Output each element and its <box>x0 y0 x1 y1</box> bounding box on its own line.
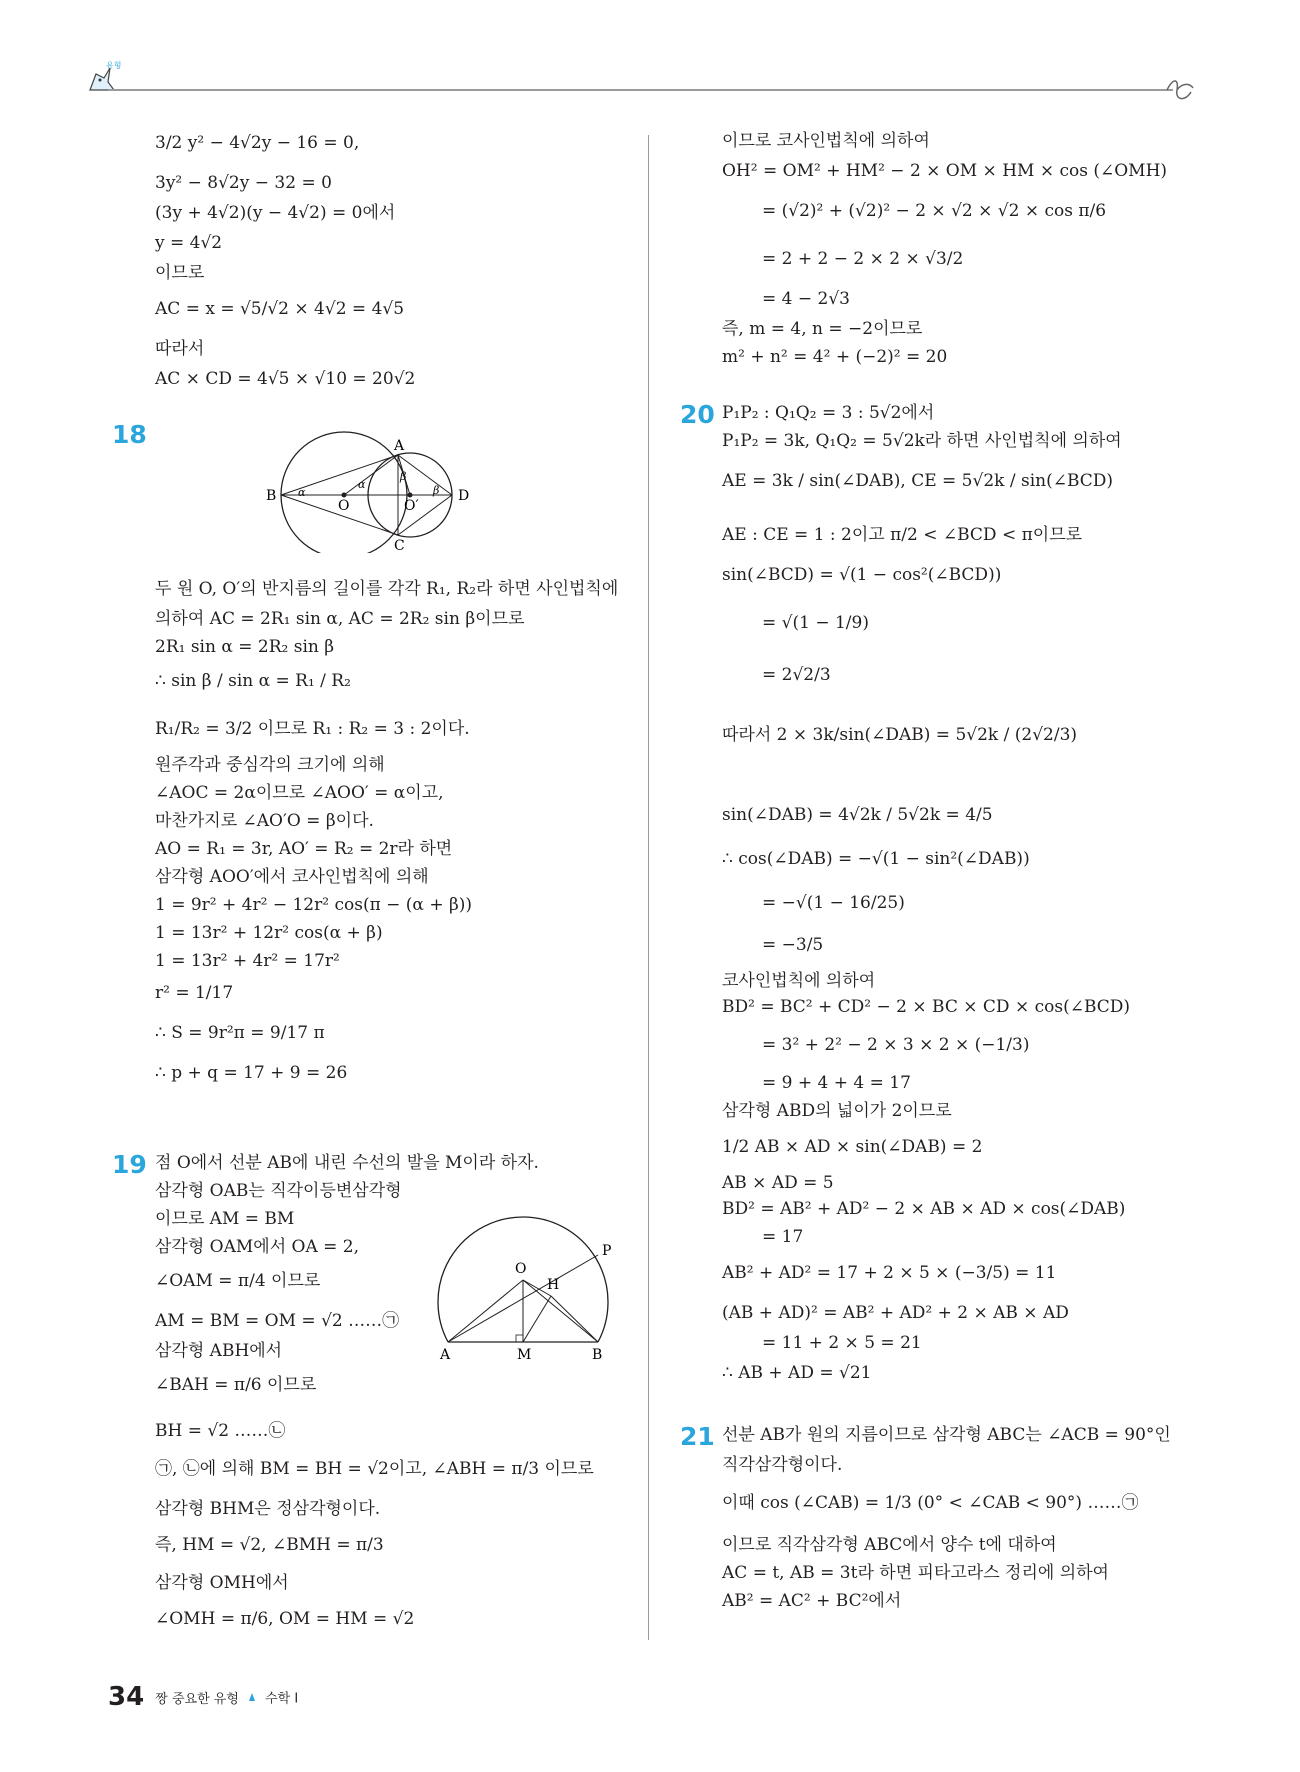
q19-cont-line: 이므로 코사인법칙에 의하여 <box>722 131 930 151</box>
q20-line: = √(1 − 1/9) <box>762 613 869 633</box>
q19-line: 삼각형 BHM은 정삼각형이다. <box>155 1499 381 1519</box>
q20-line: AE = 3k / sin(∠DAB), CE = 5√2k / sin(∠BCD) <box>722 471 1114 491</box>
fig19-label-B: B <box>592 1347 603 1360</box>
fig18-label-alpha: α <box>358 478 366 491</box>
q18-line: 마찬가지로 ∠AO′O = β이다. <box>155 811 374 831</box>
q19-cont-line: = 4 − 2√3 <box>762 289 850 309</box>
q18-line: 1 = 13r² + 12r² cos(α + β) <box>155 923 383 943</box>
q20-line: BD² = BC² + CD² − 2 × BC × CD × cos(∠BCD) <box>722 997 1131 1017</box>
q18-line: ∠AOC = 2α이므로 ∠AOO′ = α이고, <box>155 783 444 803</box>
q19-line: 삼각형 OAM에서 OA = 2, <box>155 1237 360 1257</box>
intro-line: 이므로 <box>155 263 205 283</box>
q19-line: ㉠, ㉡에 의해 BM = BH = √2이고, ∠ABH = π/3 이므로 <box>155 1459 594 1479</box>
q20-line: = 17 <box>762 1227 804 1247</box>
q19-line: 이므로 AM = BM <box>155 1209 295 1229</box>
q20-line: = −3/5 <box>762 935 824 955</box>
q18-line: 2R₁ sin α = 2R₂ sin β <box>155 637 335 657</box>
q21-line: AB² = AC² + BC²에서 <box>722 1591 902 1611</box>
q19-line: 삼각형 OMH에서 <box>155 1573 289 1593</box>
q19-line: ∠BAH = π/6 이므로 <box>155 1375 317 1395</box>
q21-line: 직각삼각형이다. <box>722 1455 843 1475</box>
intro-line: 3/2 y² − 4√2y − 16 = 0, <box>155 133 360 153</box>
q20-line: 따라서 2 × 3k/sin(∠DAB) = 5√2k / (2√2/3) <box>722 725 1078 745</box>
ribbon-icon <box>1165 78 1195 106</box>
fig19-label-M: M <box>517 1347 532 1360</box>
q19-line: AM = BM = OM = √2 ……㉠ <box>155 1311 400 1331</box>
fig18-label-beta: β <box>400 470 407 483</box>
q20-line: AB × AD = 5 <box>722 1173 834 1193</box>
q19-cont-line: 즉, m = 4, n = −2이므로 <box>722 319 923 339</box>
intro-line: (3y + 4√2)(y − 4√2) = 0에서 <box>155 203 396 223</box>
intro-line: AC × CD = 4√5 × √10 = 20√2 <box>155 369 416 389</box>
q20-line: = 2√2/3 <box>762 665 831 685</box>
q19-line: 삼각형 ABH에서 <box>155 1341 283 1361</box>
question-number-19: 19 <box>112 1150 147 1179</box>
q19-line: 즉, HM = √2, ∠BMH = π/3 <box>155 1535 384 1555</box>
fig18-label-O: O <box>338 498 350 514</box>
q19-cont-line: OH² = OM² + HM² − 2 × OM × HM × cos (∠OMH) <box>722 161 1168 181</box>
question-number-18: 18 <box>112 420 147 449</box>
fig18-label-B: B <box>266 488 277 504</box>
q18-line: AO = R₁ = 3r, AO′ = R₂ = 2r라 하면 <box>155 839 453 859</box>
q20-line: = 11 + 2 × 5 = 21 <box>762 1333 922 1353</box>
subject-label: 수학 I <box>265 1691 299 1707</box>
fig18-label-beta: β <box>433 484 440 497</box>
intro-line: 3y² − 8√2y − 32 = 0 <box>155 173 332 193</box>
q18-line: ∴ S = 9r²π = 9/17 π <box>155 1023 325 1043</box>
q20-line: ∴ AB + AD = √21 <box>722 1363 872 1383</box>
q18-line: ∴ sin β / sin α = R₁ / R₂ <box>155 671 351 691</box>
q20-line: 삼각형 ABD의 넓이가 2이므로 <box>722 1101 952 1121</box>
q20-line: P₁P₂ : Q₁Q₂ = 3 : 5√2에서 <box>722 403 935 423</box>
question-number-21: 21 <box>680 1422 715 1451</box>
q19-line: ∠OAM = π/4 이므로 <box>155 1271 321 1291</box>
q18-line: R₁/R₂ = 3/2 이므로 R₁ : R₂ = 3 : 2이다. <box>155 719 470 739</box>
header-logo <box>82 60 122 100</box>
column-divider <box>648 135 649 1640</box>
q19-line: BH = √2 ……㉡ <box>155 1421 286 1441</box>
q20-line: = 3² + 2² − 2 × 3 × 2 × (−1/3) <box>762 1035 1030 1055</box>
book-title: 짱 중요한 유형 <box>155 1691 239 1707</box>
q21-line: 이므로 직각삼각형 ABC에서 양수 t에 대하여 <box>722 1535 1057 1555</box>
q21-line: AC = t, AB = 3t라 하면 피타고라스 정리에 의하여 <box>722 1563 1109 1583</box>
q20-line: = −√(1 − 16/25) <box>762 893 905 913</box>
q19-cont-line: m² + n² = 4² + (−2)² = 20 <box>722 347 948 367</box>
q18-line: 삼각형 AOO′에서 코사인법칙에 의해 <box>155 867 429 887</box>
leaf-icon <box>248 1692 256 1702</box>
q20-line: 코사인법칙에 의하여 <box>722 971 876 991</box>
q20-line: ∴ cos(∠DAB) = −√(1 − sin²(∠DAB)) <box>722 849 1030 869</box>
q20-line: AE : CE = 1 : 2이고 π/2 < ∠BCD < π이므로 <box>722 525 1083 545</box>
header-rule <box>108 89 1173 91</box>
fig19-label-P: P <box>602 1243 612 1259</box>
fig18-label-O2: O′ <box>404 498 419 514</box>
q21-line: 이때 cos (∠CAB) = 1/3 (0° < ∠CAB < 90°) ……㉠ <box>722 1493 1139 1513</box>
q21-line: 선분 AB가 원의 지름이므로 삼각형 ABC는 ∠ACB = 90°인 <box>722 1425 1171 1445</box>
fig18-label-D: D <box>458 488 470 504</box>
q18-line: 의하여 AC = 2R₁ sin α, AC = 2R₂ sin β이므로 <box>155 609 525 629</box>
q20-line: sin(∠BCD) = √(1 − cos²(∠BCD)) <box>722 565 1002 585</box>
intro-line: AC = x = √5/√2 × 4√2 = 4√5 <box>155 299 405 319</box>
q18-line: 두 원 O, O′의 반지름의 길이를 각각 R₁, R₂라 하면 사인법칙에 <box>155 579 619 599</box>
page-footer <box>108 1682 298 1712</box>
q19-line: ∠OMH = π/6, OM = HM = √2 <box>155 1609 415 1629</box>
q20-line: sin(∠DAB) = 4√2k / 5√2k = 4/5 <box>722 805 993 825</box>
q20-line: BD² = AB² + AD² − 2 × AB × AD × cos(∠DAB) <box>722 1199 1126 1219</box>
q20-line: 1/2 AB × AD × sin(∠DAB) = 2 <box>722 1137 983 1157</box>
q19-cont-line: = 2 + 2 − 2 × 2 × √3/2 <box>762 249 964 269</box>
q19-line: 점 O에서 선분 AB에 내린 수선의 발을 M이라 하자. <box>155 1153 539 1173</box>
q18-figure <box>258 428 508 553</box>
q18-line: 원주각과 중심각의 크기에 의해 <box>155 755 385 775</box>
header-logo-text: 유형 <box>106 61 122 70</box>
fig18-label-A: A <box>394 438 405 454</box>
fig19-label-H: H <box>547 1277 560 1293</box>
q19-line: 삼각형 OAB는 직각이등변삼각형 <box>155 1181 402 1201</box>
q20-line: AB² + AD² = 17 + 2 × 5 × (−3/5) = 11 <box>722 1263 1057 1283</box>
intro-line: y = 4√2 <box>155 233 223 253</box>
q18-line: 1 = 9r² + 4r² − 12r² cos(π − (α + β)) <box>155 895 473 915</box>
q19-figure <box>420 1185 620 1360</box>
fig19-label-A: A <box>440 1347 451 1360</box>
intro-line: 따라서 <box>155 339 205 359</box>
q18-line: ∴ p + q = 17 + 9 = 26 <box>155 1063 348 1083</box>
q20-line: = 9 + 4 + 4 = 17 <box>762 1073 911 1093</box>
fig19-label-O: O <box>515 1261 527 1277</box>
page-number: 34 <box>108 1682 145 1712</box>
q18-line: 1 = 13r² + 4r² = 17r² <box>155 951 340 971</box>
q19-cont-line: = (√2)² + (√2)² − 2 × √2 × √2 × cos π/6 <box>762 201 1107 221</box>
question-number-20: 20 <box>680 400 715 429</box>
fig18-label-alpha: α <box>298 486 306 499</box>
q20-line: (AB + AD)² = AB² + AD² + 2 × AB × AD <box>722 1303 1069 1323</box>
fig18-label-C: C <box>394 538 405 553</box>
q18-line: r² = 1/17 <box>155 983 234 1003</box>
q20-line: P₁P₂ = 3k, Q₁Q₂ = 5√2k라 하면 사인법칙에 의하여 <box>722 431 1122 451</box>
